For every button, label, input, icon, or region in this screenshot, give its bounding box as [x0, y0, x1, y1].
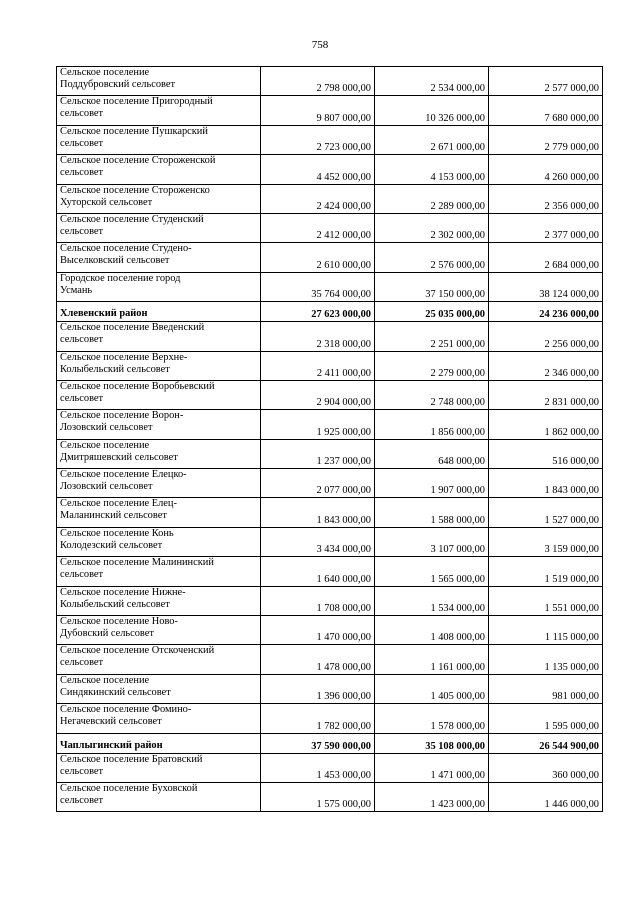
amount-cell-2: 35 108 000,00 [375, 733, 489, 753]
amount-cell-2: 1 405 000,00 [375, 674, 489, 703]
settlement-name-cell: Сельское поселение Елецко- Лозовский сельсовет [57, 469, 261, 498]
settlement-name-cell: Сельское поселение Введенский сельсовет [57, 322, 261, 351]
table-row [57, 782, 603, 811]
amount-cell-1: 2 424 000,00 [261, 184, 375, 213]
amount-cell-2: 2 302 000,00 [375, 213, 489, 242]
amount-cell-3: 2 831 000,00 [489, 380, 603, 409]
amount-cell-3: 1 595 000,00 [489, 704, 603, 733]
amount-cell-1: 4 452 000,00 [261, 155, 375, 184]
settlement-name-cell: Сельское поселение Нижне- Колыбельский сельсовет [57, 586, 261, 615]
table-row [57, 616, 603, 645]
amount-cell-1: 1 575 000,00 [261, 782, 375, 811]
amount-cell-1: 1 782 000,00 [261, 704, 375, 733]
table-row [57, 557, 603, 586]
settlement-name-cell: Сельское поселение Воробьевский сельсовет [57, 380, 261, 409]
settlement-name-cell: Сельское поселение Конь Колодезский сельсовет [57, 527, 261, 556]
amount-cell-3: 3 159 000,00 [489, 527, 603, 556]
amount-cell-2: 1 565 000,00 [375, 557, 489, 586]
budget-table [56, 66, 603, 812]
amount-cell-1: 2 412 000,00 [261, 213, 375, 242]
amount-cell-2: 1 161 000,00 [375, 645, 489, 674]
amount-cell-1: 1 396 000,00 [261, 674, 375, 703]
table-row [57, 469, 603, 498]
amount-cell-2: 3 107 000,00 [375, 527, 489, 556]
settlement-name-cell: Сельское поселение Фомино- Негачевский сельсовет [57, 704, 261, 733]
amount-cell-1: 1 708 000,00 [261, 586, 375, 615]
settlement-name-cell: Чаплыгинский район [57, 733, 261, 753]
amount-cell-1: 1 237 000,00 [261, 439, 375, 468]
table-row [57, 125, 603, 154]
amount-cell-3: 2 577 000,00 [489, 67, 603, 96]
amount-cell-1: 1 470 000,00 [261, 616, 375, 645]
amount-cell-3: 24 236 000,00 [489, 302, 603, 322]
amount-cell-1: 1 925 000,00 [261, 410, 375, 439]
table-row [57, 498, 603, 527]
amount-cell-3: 1 862 000,00 [489, 410, 603, 439]
table-row [57, 243, 603, 272]
settlement-name-cell: Сельское поселение Верхне- Колыбельский сельсовет [57, 351, 261, 380]
amount-cell-2: 4 153 000,00 [375, 155, 489, 184]
amount-cell-2: 2 576 000,00 [375, 243, 489, 272]
settlement-name-cell: Сельское поселение Малининский сельсовет [57, 557, 261, 586]
table-row [57, 674, 603, 703]
amount-cell-1: 37 590 000,00 [261, 733, 375, 753]
amount-cell-3: 2 377 000,00 [489, 213, 603, 242]
amount-cell-2: 2 289 000,00 [375, 184, 489, 213]
settlement-name-cell: Сельское поселение Пригородный сельсовет [57, 96, 261, 125]
settlement-name-cell: Сельское поселение Стороженской сельсовет [57, 155, 261, 184]
amount-cell-3: 2 356 000,00 [489, 184, 603, 213]
amount-cell-3: 981 000,00 [489, 674, 603, 703]
amount-cell-1: 2 077 000,00 [261, 469, 375, 498]
amount-cell-2: 648 000,00 [375, 439, 489, 468]
amount-cell-2: 10 326 000,00 [375, 96, 489, 125]
amount-cell-1: 9 807 000,00 [261, 96, 375, 125]
table-row [57, 272, 603, 301]
amount-cell-3: 1 551 000,00 [489, 586, 603, 615]
table-row [57, 184, 603, 213]
settlement-name-cell: Сельское поселение Синдякинский сельсовет [57, 674, 261, 703]
table-row [57, 322, 603, 351]
amount-cell-3: 7 680 000,00 [489, 96, 603, 125]
amount-cell-3: 2 346 000,00 [489, 351, 603, 380]
page-number: 758 [311, 39, 329, 51]
amount-cell-3: 4 260 000,00 [489, 155, 603, 184]
amount-cell-2: 2 671 000,00 [375, 125, 489, 154]
amount-cell-2: 1 423 000,00 [375, 782, 489, 811]
settlement-name-cell: Сельское поселение Ново- Дубовский сельсовет [57, 616, 261, 645]
settlement-name-cell: Сельское поселение Братовский сельсовет [57, 753, 261, 782]
settlement-name-cell: Сельское поселение Поддубровский сельсовет [57, 67, 261, 96]
amount-cell-3: 2 684 000,00 [489, 243, 603, 272]
amount-cell-3: 1 527 000,00 [489, 498, 603, 527]
amount-cell-2: 1 408 000,00 [375, 616, 489, 645]
settlement-name-cell: Сельское поселение Буховской сельсовет [57, 782, 261, 811]
amount-cell-2: 1 856 000,00 [375, 410, 489, 439]
table-row [57, 586, 603, 615]
table-row [57, 439, 603, 468]
settlement-name-cell: Городское поселение город Усмань [57, 272, 261, 301]
amount-cell-2: 1 907 000,00 [375, 469, 489, 498]
settlement-name-cell: Сельское поселение Ворон- Лозовский сельсовет [57, 410, 261, 439]
settlement-name-cell: Сельское поселение Студенский сельсовет [57, 213, 261, 242]
amount-cell-1: 2 723 000,00 [261, 125, 375, 154]
table-row [57, 704, 603, 733]
amount-cell-1: 1 843 000,00 [261, 498, 375, 527]
table-row [57, 351, 603, 380]
table-row [57, 96, 603, 125]
amount-cell-2: 1 578 000,00 [375, 704, 489, 733]
amount-cell-3: 38 124 000,00 [489, 272, 603, 301]
settlement-name-cell: Сельское поселение Студено- Выселковский сельсовет [57, 243, 261, 272]
amount-cell-2: 2 748 000,00 [375, 380, 489, 409]
amount-cell-3: 1 843 000,00 [489, 469, 603, 498]
amount-cell-2: 1 588 000,00 [375, 498, 489, 527]
amount-cell-2: 2 251 000,00 [375, 322, 489, 351]
amount-cell-3: 360 000,00 [489, 753, 603, 782]
district-total-row [57, 302, 603, 322]
amount-cell-1: 2 798 000,00 [261, 67, 375, 96]
amount-cell-2: 25 035 000,00 [375, 302, 489, 322]
table-row [57, 380, 603, 409]
amount-cell-3: 2 256 000,00 [489, 322, 603, 351]
settlement-name-cell: Сельское поселение Пушкарский сельсовет [57, 125, 261, 154]
amount-cell-1: 1 640 000,00 [261, 557, 375, 586]
amount-cell-1: 27 623 000,00 [261, 302, 375, 322]
amount-cell-1: 2 610 000,00 [261, 243, 375, 272]
amount-cell-1: 3 434 000,00 [261, 527, 375, 556]
amount-cell-3: 1 135 000,00 [489, 645, 603, 674]
table-row [57, 410, 603, 439]
amount-cell-3: 1 115 000,00 [489, 616, 603, 645]
table-row [57, 155, 603, 184]
amount-cell-1: 35 764 000,00 [261, 272, 375, 301]
amount-cell-3: 1 519 000,00 [489, 557, 603, 586]
amount-cell-3: 2 779 000,00 [489, 125, 603, 154]
table-row [57, 645, 603, 674]
settlement-name-cell: Сельское поселение Дмитряшевский сельсовет [57, 439, 261, 468]
amount-cell-3: 26 544 900,00 [489, 733, 603, 753]
settlement-name-cell: Сельское поселение Елец- Маланинский сельсовет [57, 498, 261, 527]
amount-cell-3: 516 000,00 [489, 439, 603, 468]
table-row [57, 213, 603, 242]
amount-cell-1: 1 453 000,00 [261, 753, 375, 782]
amount-cell-1: 2 318 000,00 [261, 322, 375, 351]
amount-cell-2: 1 534 000,00 [375, 586, 489, 615]
amount-cell-1: 2 411 000,00 [261, 351, 375, 380]
district-total-row [57, 733, 603, 753]
settlement-name-cell: Сельское поселение Стороженско Хуторской сельсовет [57, 184, 261, 213]
table-row [57, 67, 603, 96]
table-row [57, 527, 603, 556]
amount-cell-2: 37 150 000,00 [375, 272, 489, 301]
amount-cell-2: 1 471 000,00 [375, 753, 489, 782]
amount-cell-1: 2 904 000,00 [261, 380, 375, 409]
amount-cell-2: 2 534 000,00 [375, 67, 489, 96]
table-row [57, 753, 603, 782]
settlement-name-cell: Сельское поселение Отскоченский сельсовет [57, 645, 261, 674]
amount-cell-1: 1 478 000,00 [261, 645, 375, 674]
settlement-name-cell: Хлевенский район [57, 302, 261, 322]
amount-cell-2: 2 279 000,00 [375, 351, 489, 380]
amount-cell-3: 1 446 000,00 [489, 782, 603, 811]
